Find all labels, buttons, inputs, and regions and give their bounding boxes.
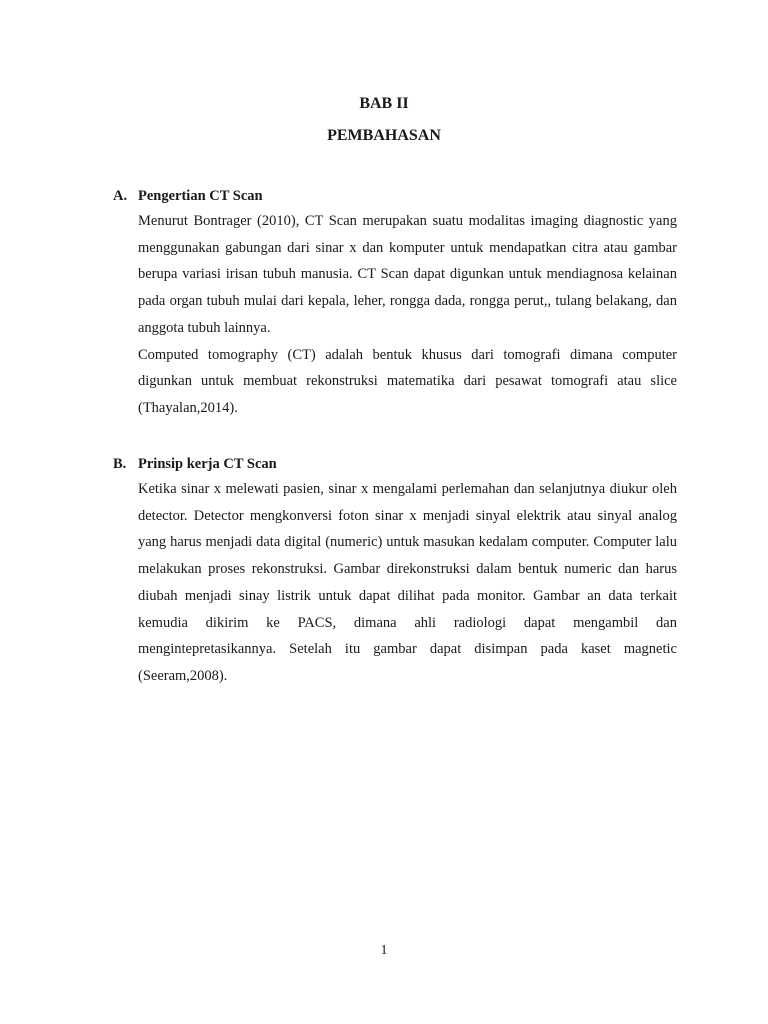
section-heading-pengertian xyxy=(113,186,263,206)
chapter-label: BAB II xyxy=(359,95,409,112)
section-heading-text: Pengertian CT Scan xyxy=(138,188,263,204)
section-body-prinsip xyxy=(138,476,677,690)
paragraph: Ketika sinar x melewati pasien, sinar x mengalami perlemahan dan selanjutnya diukur oleh detector. Detector mengkonversi foton sinar x menjadi sinyal elektrik atau sinyal analog yang harus menjadi data digital (numeric) untuk masukan kedalam computer. Computer lalu melakukan proses rekonstruksi. Gambar direkonstruksi dalam bentuk numeric dan harus diubah menjadi sinay listrik untuk dapat dilihat pada monitor. Gambar an data terkait kemudia dikirim ke PACS, dimana ahli radiologi dapat mengambil dan mengintepretasikannya. Setelah itu gambar dapat disimpan pada kaset magnetic (Seeram,2008). xyxy=(138,481,677,684)
section-body-pengertian xyxy=(138,208,677,422)
paragraph: Computed tomography (CT) adalah bentuk khusus dari tomografi dimana computer digunkan untuk membuat rekonstruksi matematika dari pesawat tomografi atau slice (Thayalan,2014). xyxy=(138,346,677,416)
chapter-title: PEMBAHASAN xyxy=(327,127,441,144)
section-marker: B. xyxy=(113,456,127,472)
section-heading-prinsip xyxy=(113,454,277,474)
section-heading-text: Prinsip kerja CT Scan xyxy=(138,456,277,472)
section-marker: A. xyxy=(113,188,128,204)
page-number: 1 xyxy=(380,943,388,958)
paragraph: Menurut Bontrager (2010), CT Scan merupakan suatu modalitas imaging diagnostic yang menggunakan gabungan dari sinar x dan komputer untuk mendapatkan citra atau gambar berupa variasi irisan tubuh manusia. CT Scan dapat digunkan untuk mendiagnosa kelainan pada organ tubuh mulai dari kepala, leher, rongga dada, rongga perut,, tulang belakang, dan anggota tubuh lainnya. xyxy=(138,213,677,336)
